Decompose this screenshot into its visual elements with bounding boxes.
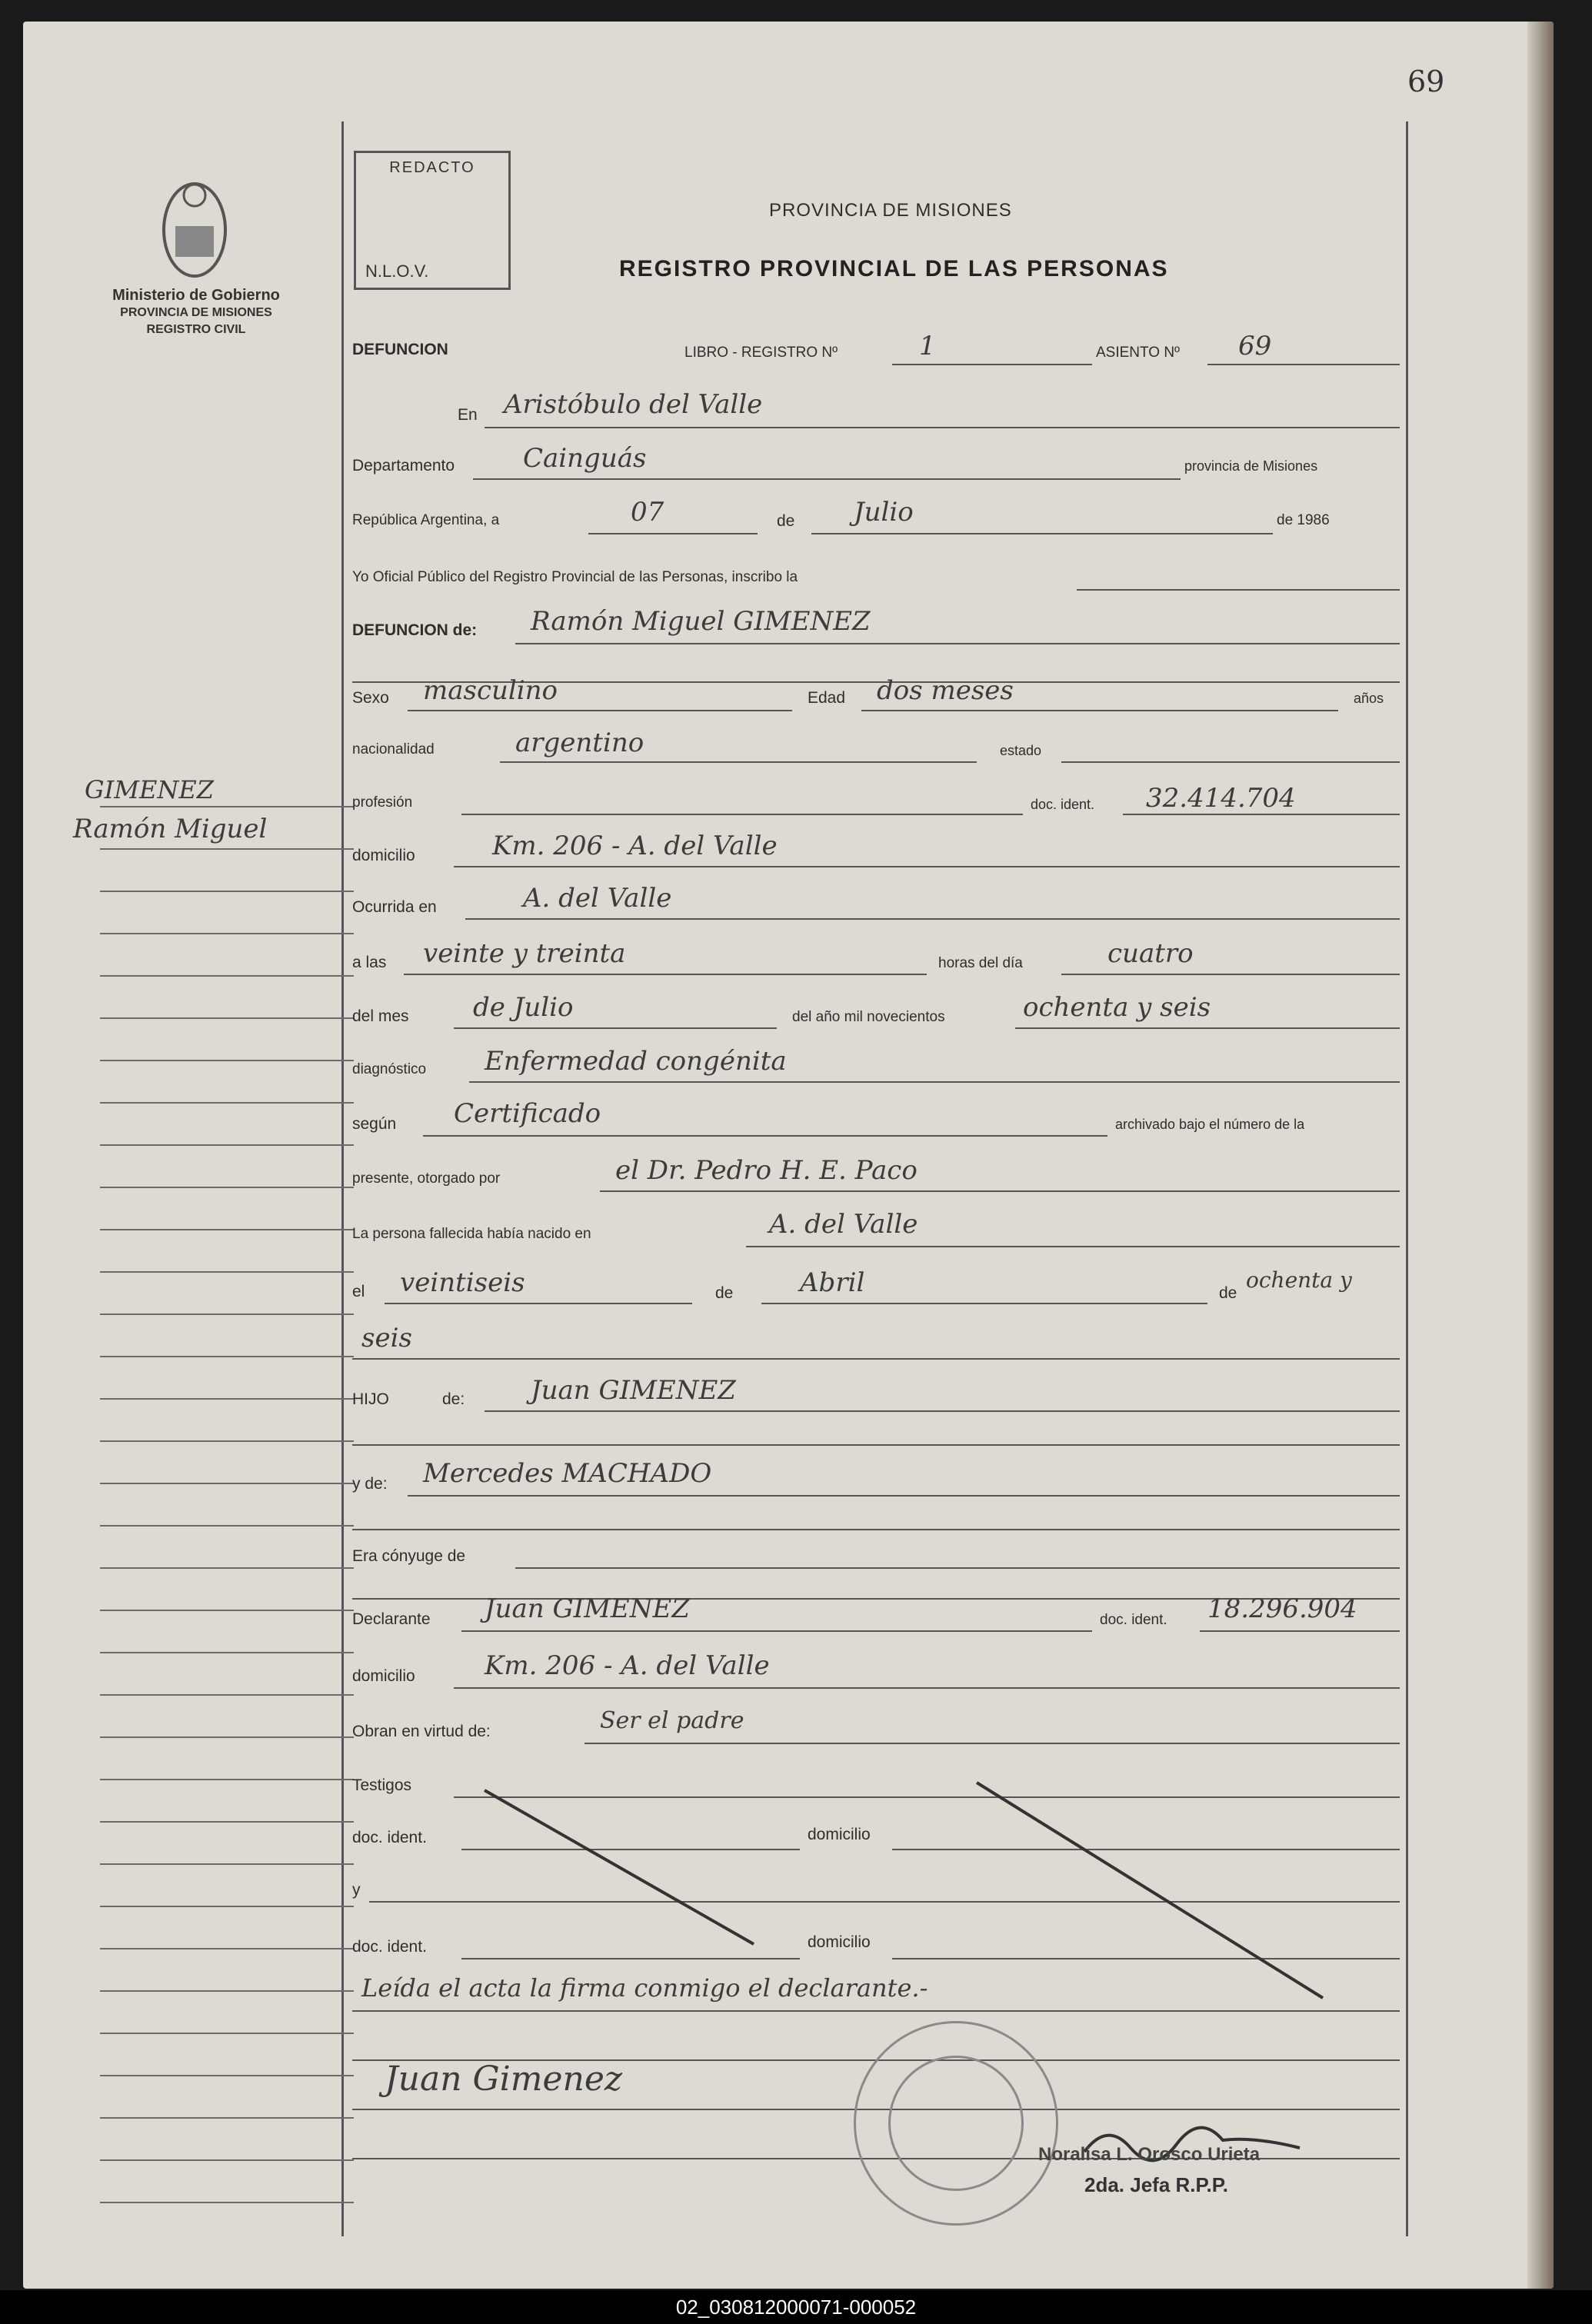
anio-label: de 1986 (1277, 512, 1330, 528)
nac-anio: ochenta y (1246, 1267, 1352, 1293)
libro-value: 1 (919, 331, 936, 361)
declarante-signature: Juan Gimenez (385, 2059, 623, 2099)
delmes-value: de Julio (473, 992, 574, 1023)
depto-label: Departamento (352, 457, 455, 474)
nac-mes: Abril (800, 1267, 865, 1298)
edad-label: Edad (808, 689, 846, 707)
docident-label: doc. ident. (1031, 797, 1095, 812)
page-number: 69 (1407, 65, 1445, 98)
header-title: REGISTRO PROVINCIAL DE LAS PERSONAS (619, 256, 1169, 281)
decl-doc-value: 18.296.904 (1207, 1593, 1357, 1624)
obran-value: Ser el padre (600, 1707, 744, 1734)
padre-value: Juan GIMENEZ (531, 1375, 736, 1406)
coat-of-arms-icon (152, 165, 237, 288)
official-title: 2da. Jefa R.P.P. (1084, 2173, 1228, 2196)
sexo-value: masculino (423, 675, 558, 706)
hijo-label: HIJO (352, 1390, 389, 1408)
docident-value: 32.414.704 (1146, 783, 1296, 814)
diagnostico-label: diagnóstico (352, 1061, 427, 1077)
mes-value: Julio (854, 497, 914, 528)
nac-anio2: seis (361, 1323, 412, 1353)
official-stamp-inner (888, 2056, 1024, 2191)
logo-ministry: Ministerio de Gobierno (112, 287, 280, 304)
redacto-box (354, 151, 511, 290)
file-identifier: 02_030812000071-000052 (0, 2290, 1592, 2324)
y-label: y (352, 1881, 361, 1899)
nacido-value: A. del Valle (769, 1209, 918, 1240)
declarante-label: Declarante (352, 1610, 431, 1628)
left-rule (341, 122, 344, 2236)
presente-value: el Dr. Pedro H. E. Paco (615, 1155, 918, 1186)
el-label: el (352, 1283, 365, 1300)
de-label: de (777, 512, 795, 530)
redacto-title: REDACTO (389, 159, 475, 176)
asiento-value: 69 (1238, 331, 1272, 361)
nacionalidad-label: nacionalidad (352, 741, 435, 757)
nacionalidad-value: argentino (515, 727, 644, 758)
t2-doc-label: doc. ident. (352, 1938, 427, 1956)
madre-value: Mercedes MACHADO (423, 1458, 712, 1489)
delmes-label: del mes (352, 1007, 409, 1025)
de-padre-label: de: (442, 1390, 465, 1408)
nac-de2-label: de (1219, 1284, 1237, 1302)
margin-given-name: Ramón Miguel (73, 814, 268, 844)
en-value: Aristóbulo del Valle (504, 389, 763, 420)
provincia-label: provincia de Misiones (1184, 458, 1318, 474)
testigos-label: Testigos (352, 1776, 412, 1794)
defuncion-label: DEFUNCION de: (352, 621, 478, 639)
decl-dom-value: Km. 206 - A. del Valle (485, 1650, 770, 1681)
en-label: En (458, 406, 478, 424)
depto-value: Cainguás (523, 443, 647, 474)
sexo-label: Sexo (352, 689, 389, 707)
dia-texto: cuatro (1107, 938, 1194, 969)
type-label: DEFUNCION (352, 341, 448, 358)
right-rule (1406, 122, 1408, 2236)
defuncion-value: Ramón Miguel GIMENEZ (531, 606, 871, 637)
dia-value: 07 (631, 497, 664, 528)
delanio-label: del año mil novecientos (792, 1009, 945, 1025)
margin-surname: GIMENEZ (85, 775, 214, 804)
redacto-value: N.L.O.V. (365, 261, 429, 281)
decl-doc-label: doc. ident. (1100, 1612, 1167, 1628)
estado-label: estado (1000, 743, 1042, 758)
domicilio-value: Km. 206 - A. del Valle (492, 831, 778, 861)
anio-texto: ochenta y seis (1023, 992, 1211, 1023)
oficial-label: Yo Oficial Público del Registro Provincial de las Personas, inscribo la (352, 569, 798, 585)
nacido-label: La persona fallecida había nacido en (352, 1226, 591, 1242)
segun-value: Certificado (454, 1098, 601, 1129)
page-edge (1527, 22, 1554, 2289)
decl-dom-label: domicilio (352, 1667, 415, 1685)
anos-label: años (1354, 691, 1384, 706)
t1-dom-label: domicilio (808, 1826, 871, 1843)
nac-dia: veintiseis (400, 1267, 525, 1298)
leida-value: Leída el acta la firma conmigo el declarante.- (361, 1973, 928, 2003)
libro-label: LIBRO - REGISTRO Nº (684, 345, 838, 361)
obran-label: Obran en virtud de: (352, 1723, 491, 1740)
t1-doc-label: doc. ident. (352, 1829, 427, 1846)
segun-label: según (352, 1115, 397, 1133)
nac-de-label: de (715, 1284, 734, 1302)
ocurrida-value: A. del Valle (523, 883, 672, 914)
yde-label: y de: (352, 1475, 388, 1493)
horas-value: veinte y treinta (423, 938, 626, 969)
alas-label: a las (352, 954, 387, 971)
logo-office: REGISTRO CIVIL (146, 323, 246, 336)
document-page (23, 22, 1554, 2289)
logo-province: PROVINCIA DE MISIONES (120, 306, 272, 319)
presente-label: presente, otorgado por (352, 1170, 501, 1187)
republica-label: República Argentina, a (352, 512, 500, 528)
domicilio-label: domicilio (352, 847, 415, 864)
edad-value: dos meses (877, 675, 1014, 706)
t2-dom-label: domicilio (808, 1933, 871, 1951)
conyuge-label: Era cónyuge de (352, 1547, 466, 1565)
horasdel-label: horas del día (938, 955, 1023, 971)
declarante-value: Juan GIMENEZ (485, 1593, 690, 1624)
ocurrida-label: Ocurrida en (352, 898, 437, 916)
diagnostico-value: Enfermedad congénita (485, 1046, 787, 1077)
asiento-label: ASIENTO Nº (1096, 345, 1180, 361)
archivado-label: archivado bajo el número de la (1115, 1117, 1305, 1132)
profesion-label: profesión (352, 794, 413, 811)
header-province: PROVINCIA DE MISIONES (769, 200, 1012, 221)
official-name: Noralisa L. Orosco Urieta (1038, 2144, 1261, 2165)
